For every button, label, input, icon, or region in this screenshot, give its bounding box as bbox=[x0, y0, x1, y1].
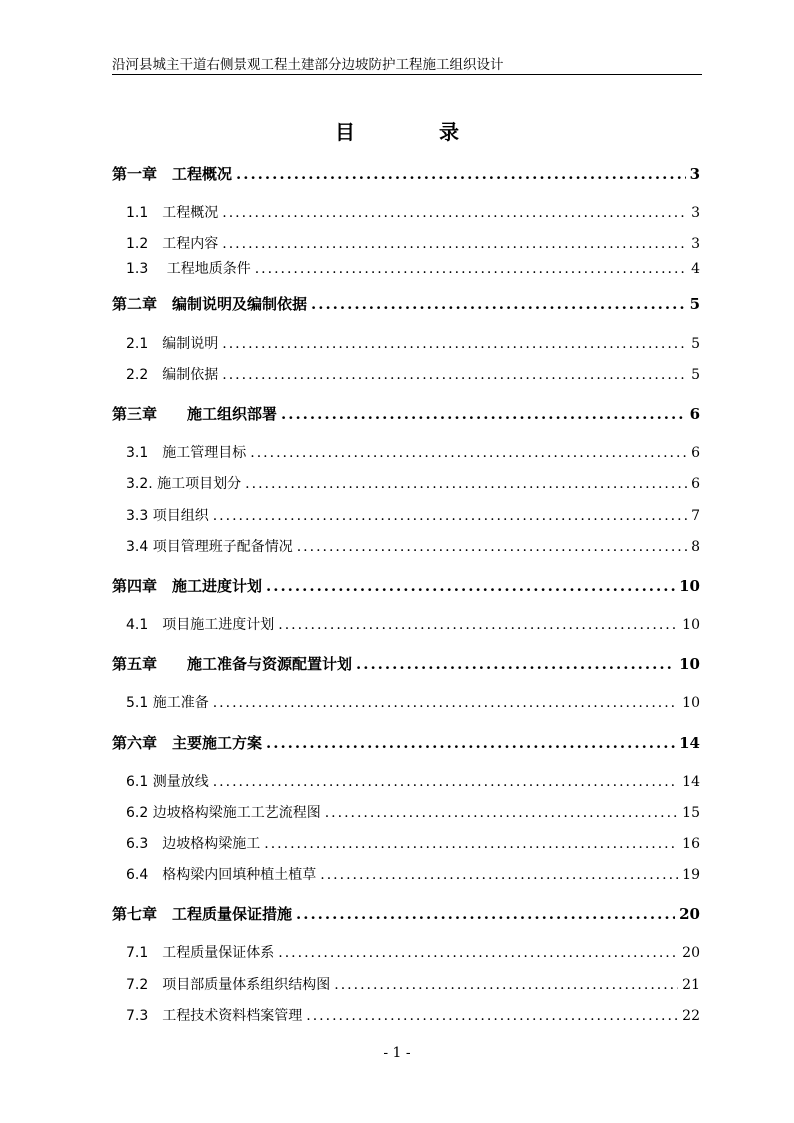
dot-leader bbox=[311, 295, 686, 313]
toc-entry[interactable] bbox=[126, 692, 700, 712]
toc-entry-label: 第四章 施工进度计划 bbox=[112, 577, 263, 595]
toc-entry-page: 8 bbox=[691, 539, 700, 555]
toc-entry[interactable] bbox=[126, 974, 700, 994]
dot-leader bbox=[278, 945, 678, 961]
dot-leader bbox=[255, 261, 687, 277]
toc-entry-label: 1.2 工程内容 bbox=[126, 236, 219, 252]
dot-leader bbox=[222, 205, 687, 221]
toc-entry-page: 10 bbox=[679, 655, 700, 673]
toc-entry-label: 7.3 工程技术资料档案管理 bbox=[126, 1008, 303, 1024]
toc-entry[interactable] bbox=[126, 1005, 700, 1025]
toc-entry-label: 2.1 编制说明 bbox=[126, 336, 219, 352]
dot-leader bbox=[266, 577, 675, 595]
toc-entry-page: 14 bbox=[682, 774, 700, 790]
dot-leader bbox=[250, 445, 687, 461]
toc-entry[interactable] bbox=[126, 505, 700, 525]
toc-entry[interactable] bbox=[126, 364, 700, 384]
toc-entry-page: 3 bbox=[691, 205, 700, 221]
toc-entry-label: 6.3 边坡格构梁施工 bbox=[126, 836, 261, 852]
toc-entry-page: 6 bbox=[689, 405, 700, 423]
toc-entry[interactable] bbox=[126, 536, 700, 556]
toc-entry-page: 7 bbox=[691, 508, 700, 524]
toc-entry-page: 10 bbox=[679, 577, 700, 595]
toc-entry-label: 第一章 工程概况 bbox=[112, 165, 233, 183]
dot-leader bbox=[356, 655, 675, 673]
dot-leader bbox=[213, 774, 678, 790]
toc-entry-page: 5 bbox=[691, 336, 700, 352]
toc-entry-label: 3.4 项目管理班子配备情况 bbox=[126, 539, 293, 555]
dot-leader bbox=[306, 1008, 678, 1024]
toc-entry-label: 第二章 编制说明及编制依据 bbox=[112, 295, 308, 313]
toc-entry-page: 6 bbox=[691, 445, 700, 461]
dot-leader bbox=[325, 805, 678, 821]
toc-entry-label: 3.2. 施工项目划分 bbox=[126, 476, 242, 492]
toc-entry[interactable] bbox=[126, 473, 700, 493]
dot-leader bbox=[296, 905, 675, 923]
toc-entry-label: 1.3 工程地质条件 bbox=[126, 261, 251, 277]
dot-leader bbox=[222, 236, 687, 252]
toc-entry[interactable] bbox=[126, 202, 700, 222]
toc-entry-label: 第七章 工程质量保证措施 bbox=[112, 905, 293, 923]
toc-entry-label: 第六章 主要施工方案 bbox=[112, 734, 263, 752]
toc-entry-label: 6.2 边坡格构梁施工工艺流程图 bbox=[126, 805, 321, 821]
toc-entry-label: 5.1 施工准备 bbox=[126, 695, 209, 711]
dot-leader bbox=[236, 165, 686, 183]
page-number: - 1 - bbox=[383, 1045, 411, 1061]
toc-entry[interactable] bbox=[126, 614, 700, 634]
toc-entry-page: 20 bbox=[682, 945, 700, 961]
toc-entry-page: 6 bbox=[691, 476, 700, 492]
dot-leader bbox=[278, 617, 678, 633]
toc-entry-page: 3 bbox=[689, 165, 700, 183]
toc-entry-label: 6.4 格构梁内回填种植土植草 bbox=[126, 867, 317, 883]
toc-entry[interactable] bbox=[112, 903, 700, 924]
toc-entry-label: 第三章 施工组织部署 bbox=[112, 405, 278, 423]
toc-entry[interactable] bbox=[126, 442, 700, 462]
toc-entry[interactable] bbox=[112, 732, 700, 753]
dot-leader bbox=[264, 836, 678, 852]
running-header: 沿河县城主干道右侧景观工程土建部分边坡防护工程施工组织设计 bbox=[112, 57, 504, 73]
toc-entry[interactable] bbox=[112, 575, 700, 596]
toc-entry-page: 10 bbox=[682, 617, 700, 633]
dot-leader bbox=[297, 539, 687, 555]
toc-entry-label: 2.2 编制依据 bbox=[126, 367, 219, 383]
toc-entry[interactable] bbox=[112, 403, 700, 424]
toc-title: 目 录 bbox=[335, 120, 491, 144]
header-rule bbox=[112, 74, 702, 75]
dot-leader bbox=[222, 367, 687, 383]
toc-entry-page: 3 bbox=[691, 236, 700, 252]
toc-entry-page: 16 bbox=[682, 836, 700, 852]
dot-leader bbox=[320, 867, 678, 883]
toc-entry[interactable] bbox=[126, 333, 700, 353]
dot-leader bbox=[222, 336, 687, 352]
toc-entry[interactable] bbox=[112, 653, 700, 674]
toc-entry-page: 10 bbox=[682, 695, 700, 711]
dot-leader bbox=[281, 405, 686, 423]
toc-entry-page: 14 bbox=[679, 734, 700, 752]
toc-entry[interactable] bbox=[126, 833, 700, 853]
toc-entry-label: 3.3 项目组织 bbox=[126, 508, 209, 524]
toc-entry-page: 19 bbox=[682, 867, 700, 883]
toc-entry-label: 7.2 项目部质量体系组织结构图 bbox=[126, 977, 331, 993]
toc-entry-label: 3.1 施工管理目标 bbox=[126, 445, 247, 461]
toc-entry-page: 5 bbox=[689, 295, 700, 313]
dot-leader bbox=[266, 734, 675, 752]
toc-entry[interactable] bbox=[126, 864, 700, 884]
toc-entry-label: 1.1 工程概况 bbox=[126, 205, 219, 221]
dot-leader bbox=[245, 476, 687, 492]
toc-entry[interactable] bbox=[126, 802, 700, 822]
toc-entry-label: 第五章 施工准备与资源配置计划 bbox=[112, 655, 353, 673]
toc-entry-page: 4 bbox=[691, 261, 700, 277]
toc-entry-page: 22 bbox=[682, 1008, 700, 1024]
toc-entry[interactable] bbox=[126, 771, 700, 791]
toc-entry[interactable] bbox=[112, 293, 700, 314]
toc-entry-page: 20 bbox=[679, 905, 700, 923]
dot-leader bbox=[213, 508, 687, 524]
dot-leader bbox=[213, 695, 678, 711]
toc-entry[interactable] bbox=[126, 942, 700, 962]
toc-entry-label: 7.1 工程质量保证体系 bbox=[126, 945, 275, 961]
dot-leader bbox=[334, 977, 678, 993]
toc-entry-page: 21 bbox=[682, 977, 700, 993]
toc-entry-page: 15 bbox=[682, 805, 700, 821]
toc-entry-page: 5 bbox=[691, 367, 700, 383]
toc-entry-label: 6.1 测量放线 bbox=[126, 774, 209, 790]
toc-entry[interactable] bbox=[126, 258, 700, 278]
toc-entry[interactable] bbox=[112, 163, 700, 184]
toc-entry-label: 4.1 项目施工进度计划 bbox=[126, 617, 275, 633]
toc-entry[interactable] bbox=[126, 233, 700, 253]
